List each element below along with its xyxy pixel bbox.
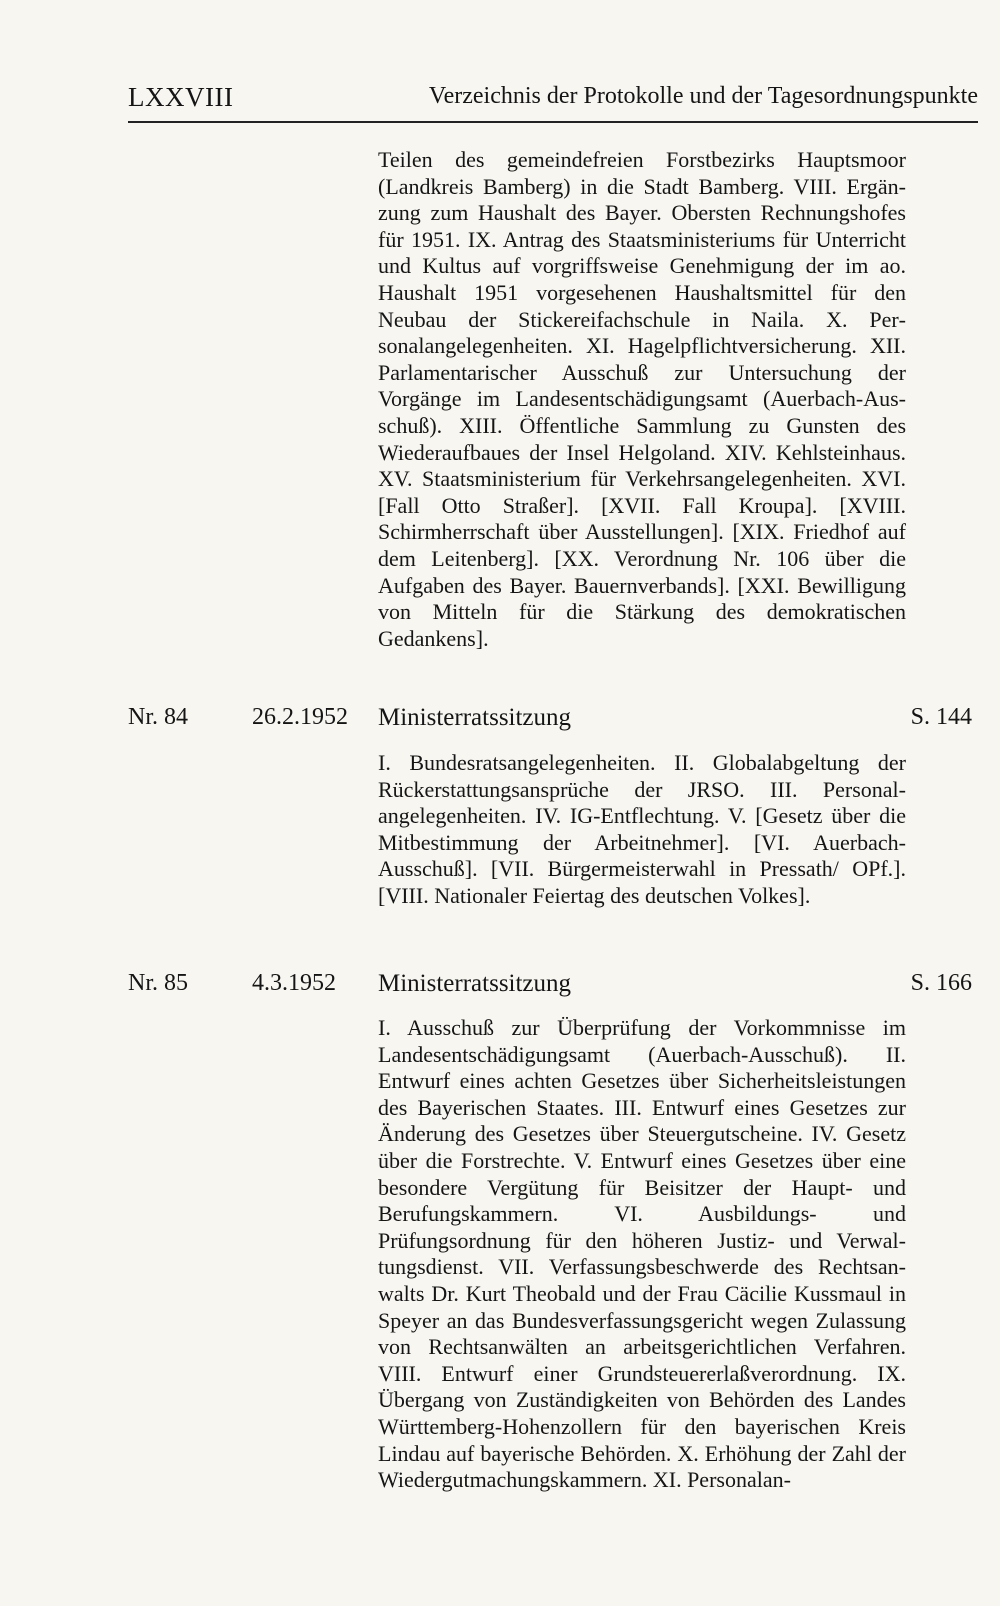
entry-number: Nr. 84 <box>128 704 188 730</box>
entry-agenda-text: I. Bundesratsangelegenheiten. II. Globalabgeltung der Rückerstattungsansprüche der JRSO. III. Personalangelegenheiten. IV. IG-Entflechtung. V. [Gesetz über die Mitbestimmung der Arbeitnehmer]. [VI. Auerbach-Ausschuß]. [VII. Bürgermeisterwahl in Pressath/ OPf.]. [VIII. Nationaler Feiertag des deutschen Volkes]. <box>378 750 906 908</box>
entry-title: Ministerratssitzung <box>378 970 572 997</box>
page-number: LXXVIII <box>128 82 234 112</box>
header-rule <box>128 121 978 123</box>
entry-date: 4.3.1952 <box>252 970 336 996</box>
protocol-entry-85 <box>128 970 978 1002</box>
page-header <box>128 82 978 122</box>
protocol-entry-84 <box>128 704 978 736</box>
continued-agenda-text: Teilen des gemeindefreien Forstbezirks Hauptsmoor (Landkreis Bamberg) in die Stadt Bamberg. VIII. Ergänzung zum Haushalt des Bayer. Obersten Rechnungshofes für 1951. IX. Antrag des Staatsministeriums für Unterricht und Kultus auf vorgriffsweise Genehmigung der im ao. Haushalt 1951 vorgesehenen Haushaltsmittel für den Neubau der Stickereifachschule in Naila. X. Personalangelegenheiten. XI. Hagelpflichtversicherung. XII. Parlamentarischer Ausschuß zur Untersuchung der Vorgänge im Landesentschädigungsamt (Auerbach-Ausschuß). XIII. Öffentliche Sammlung zu Gunsten des Wiederaufbaues der Insel Helgoland. XIV. Kehlsteinhaus. XV. Staatsministerium für Verkehrsangelegenheiten. XVI. [Fall Otto Straßer]. [XVII. Fall Kroupa]. [XVIII. Schirmherrschaft über Ausstellungen]. [XIX. Friedhof auf dem Leitenberg]. [XX. Verordnung Nr. 106 über die Aufgaben des Bayer. Bauernverbands]. [XXI. Bewilligung von Mitteln für die Stärkung des demokratischen Gedankens]. <box>378 147 906 651</box>
entry-date: 26.2.1952 <box>252 704 348 730</box>
running-title: Verzeichnis der Protokolle und der Tagesordnungspunkte <box>428 83 978 109</box>
entry-page-reference: S. 144 <box>910 704 972 730</box>
entry-agenda-text: I. Ausschuß zur Überprüfung der Vorkommnisse im Landesentschädigungsamt (Auerbach-Ausschuß). II. Entwurf eines achten Gesetzes über Sicherheitsleistungen des Bayerischen Staates. III. Entwurf eines Gesetzes zur Änderung des Gesetzes über Steuergutscheine. IV. Gesetz über die Forstrechte. V. Entwurf eines Gesetzes über eine besondere Vergütung für Beisitzer der Haupt- und Berufungskammern. VI. Ausbildungs- und Prüfungsordnung für den höheren Justiz- und Verwaltungsdienst. VII. Verfassungsbeschwerde des Rechtsanwalts Dr. Kurt Theobald und der Frau Cäcilie Kussmaul in Speyer an das Bundesverfassungsgericht wegen Zulassung von Rechtsanwälten an arbeitsgerichtlichen Verfahren. VIII. Entwurf einer Grundsteuererlaßverordnung. IX. Übergang von Zuständigkeiten von Behörden des Landes Württemberg-Hohenzollern für den bayerischen Kreis Lindau auf bayerische Behörden. X. Erhöhung der Zahl der Wiedergutmachungskammern. XI. Personalan- <box>378 1015 906 1493</box>
entry-title: Ministerratssitzung <box>378 704 572 731</box>
entry-number: Nr. 85 <box>128 970 188 996</box>
entry-page-reference: S. 166 <box>910 970 972 996</box>
